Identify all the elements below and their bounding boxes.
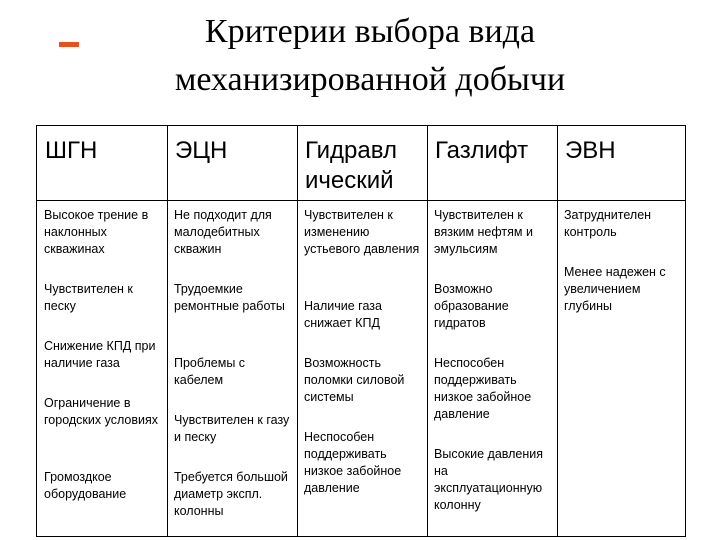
column-gaslift [427, 126, 557, 536]
criteria-table [36, 125, 686, 537]
table-cell: Высокое трение в наклонных скважинах [44, 208, 149, 256]
column-header [305, 136, 397, 196]
table-cell: Менее надежен с увеличением глубины [564, 265, 666, 313]
accent-dash [59, 42, 79, 47]
title-line-2: механизированной добычи [174, 61, 566, 98]
table-cell: Не подходит для малодебитных скважин [174, 208, 272, 256]
column-header: Газлифт [435, 137, 529, 164]
table-cell: Возможность поломки силовой системы [304, 356, 405, 404]
header-line: Гидравл [305, 137, 397, 164]
table-cell: Чувствителен к песку [44, 282, 133, 313]
column-evn [557, 126, 685, 536]
column-header: ЭЦН [175, 137, 228, 164]
table-cell: Чувствителен к газу и песку [174, 413, 290, 444]
table-cell: Наличие газа снижает КПД [304, 299, 382, 330]
header-line: ический [305, 167, 394, 194]
table-cell: Неспособен поддерживать низкое забойное давление [304, 430, 402, 495]
table-cell: Громоздкое оборудование [44, 470, 127, 501]
column-ecn [167, 126, 297, 536]
table-cell: Чувствителен к изменению устьевого давления [304, 208, 420, 256]
table-cell: Ограничение в городских условиях [44, 396, 158, 427]
table-cell: Возможно образование гидратов [434, 282, 509, 330]
title-line-1: Критерии выбора вида [204, 13, 536, 50]
table-cell: Неспособен поддерживать низкое забойное давление [434, 356, 532, 421]
column-header: ЭВН [565, 137, 616, 164]
table-cell: Трудоемкие ремонтные работы [174, 282, 285, 313]
table-cell: Проблемы с кабелем [174, 356, 246, 387]
column-hydraulic [297, 126, 427, 536]
table-cell: Требуется большой диаметр экспл. колонны [174, 470, 288, 518]
column-shgn [37, 126, 167, 536]
table-cell: Затруднителен контроль [564, 208, 652, 239]
table-cell: Снижение КПД при наличие газа [44, 339, 156, 370]
table-cell: Чувствителен к вязким нефтям и эмульсиям [434, 208, 533, 256]
table-cell: Высокие давления на эксплуатационную колонну [434, 447, 544, 512]
column-header: ШГН [45, 137, 98, 164]
slide-title [120, 8, 620, 104]
